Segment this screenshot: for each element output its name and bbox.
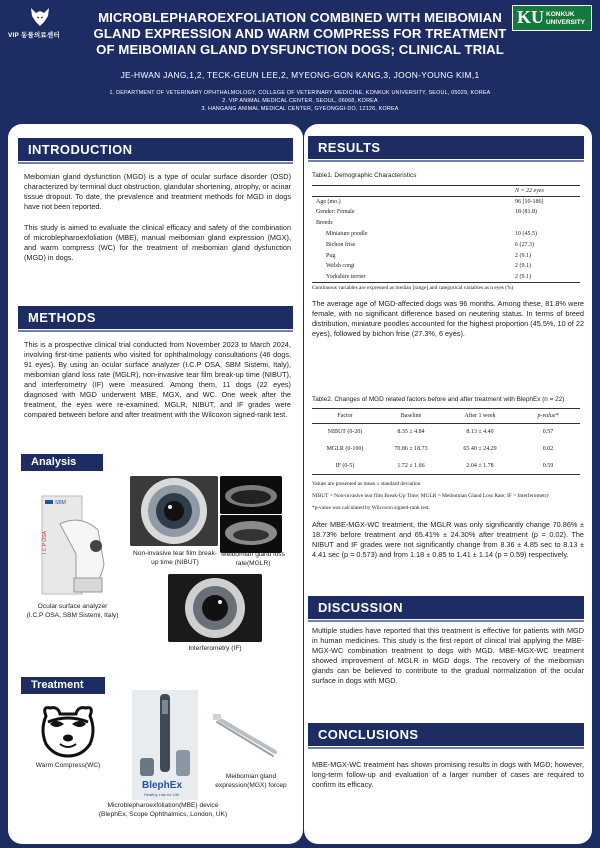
- conclusions-text: MBE-MGX-WC treatment has shown promising results in dogs with MGD; however, long-term follow-up and evaluation of a larger number of cases are required to confirm its efficacy.: [312, 760, 584, 789]
- poster-header: [0, 0, 600, 122]
- table-cell: 70.86 ± 18.73: [394, 446, 428, 452]
- results-heading: RESULTS: [308, 136, 584, 159]
- discussion-heading: DISCUSSION: [308, 596, 584, 619]
- konkuk-line2: UNIVERSITY: [546, 19, 586, 26]
- table-cell: [512, 218, 580, 229]
- warm-compress-image: [36, 702, 100, 758]
- table-row: [312, 458, 580, 475]
- table-row: [312, 441, 580, 458]
- table-cell: Miniature poodle: [326, 231, 368, 238]
- table-header-row: [312, 186, 580, 197]
- table-cell: 8.35 ± 4.84: [397, 429, 425, 436]
- konkuk-line1: KONKUK: [546, 11, 575, 18]
- mbe-caption: Microblepharoexfoliation(MBE) device (BlephEx, Scope Ophthalmics, London, UK): [98, 802, 228, 818]
- osa-brand: SBM: [55, 500, 66, 506]
- table-cell: 2 (9.1): [515, 274, 531, 281]
- treatment-heading: Treatment: [21, 677, 105, 694]
- table-header-cell: After 1 week: [464, 413, 496, 419]
- authors: JE-HWAN JANG,1,2, TECK-GEUN LEE,2, MYEONG-GON KANG,3, JOON-YOUNG KIM,1: [120, 70, 480, 80]
- table-row: [312, 424, 580, 441]
- mglr-image-2: [220, 515, 282, 553]
- konkuk-logo-text: [546, 11, 585, 27]
- ocular-surface-analyzer-image: [40, 494, 108, 596]
- table-header-cell: N = 22 eyes: [515, 187, 544, 194]
- table1-caption: Table1. Demographic Characteristics: [312, 172, 417, 179]
- meibography-icon: [220, 515, 282, 553]
- table-header-cell: [312, 186, 512, 197]
- blephex-device-image: [132, 690, 198, 800]
- introduction-heading: INTRODUCTION: [18, 138, 293, 161]
- table-cell: Age (mo.): [316, 198, 341, 205]
- affiliation: 1. DEPARTMENT OF VETERINARY OPHTHALMOLOGY, COLLEGE OF VETERINARY MEDICINE, KONKUK UNIVERSITY, SEOUL, 05029, KOREA: [109, 90, 491, 96]
- table-header-row: [312, 409, 580, 424]
- table-cell: 2 (9.1): [515, 252, 531, 259]
- table-row: [312, 250, 580, 261]
- table2-caption: Table2. Changes of MGD related factors before and after treatment with BlephEx (n = 22): [312, 396, 565, 403]
- meibography-icon: [220, 476, 282, 514]
- introduction-text: Meibomian gland dysfunction (MGD) is a type of ocular surface disorder (OSD) characterized by terminal duct obstruction, glandular shortening, atrophy, or acinar tissue dropout. To date, the prevalence and treatment methods for MGD in dogs have not been reported.: [24, 172, 291, 211]
- table-cell: 8.13 ± 4.40: [466, 429, 494, 436]
- mglr-caption: Meibomian gland loss rate(MGLR): [221, 551, 285, 567]
- discussion-text: Multiple studies have reported that this treatment is effective for patients with MGD in human medicines. This study is the first report of clinical trial applying the MBE-MGX-WC combination treatment to dogs with MGD. MBE-MGX-WC treatment showed improvement of MGLR in MGD dogs. The recovery of the meibomian glands can be believed to contribute to the gradual normalization of the ocular surface in dogs with MGD.: [312, 626, 584, 685]
- table2-note: NIBUT = Non-invasive tear film Break-Up Time; MGLR = Meibomian Gland Loss Rate; IF = Interferometry: [312, 493, 550, 499]
- table2-note: Values are presented as mean ± standard deviation: [312, 481, 421, 487]
- left-column: [8, 124, 303, 844]
- table-cell: 65.40 ± 24.29: [463, 446, 497, 452]
- table-header-cell: Factor: [337, 413, 353, 419]
- affiliation: 2. VIP ANIMAL MEDICAL CENTER, SEOUL, 06068, KOREA: [222, 98, 378, 104]
- konkuk-logo: [512, 5, 592, 31]
- vip-logo-text: VIP 동물의료센터: [8, 32, 60, 39]
- interferometry-image: [168, 574, 262, 642]
- results-text: The average age of MGD-affected dogs was 96 months. Among these, 81.8% were female, with no significant difference based on neutering status. In terms of breed distribution, miniature poodles accounted for the highest proportion (45.5%, 10 of 22 eyes), followed by bichon frise (27.3%, 6 eyes).: [312, 299, 584, 338]
- table-cell: Welsh corgi: [326, 263, 355, 270]
- warm-compress-caption: Warm Compress(WC): [35, 762, 101, 769]
- mgx-forcep-image: [211, 710, 281, 762]
- dog-face-icon: [36, 702, 100, 758]
- poster-title: [90, 10, 510, 58]
- methods-text: This is a prospective clinical trial conducted from November 2023 to March 2024, involving first-time patients who visited for ophthalmology consultations (46 dogs, 91 eyes). By using an ocular surface analyzer (I.C.P OSA, SBM Sistemi, Italy), meibomian gland loss rate (MGLR), non-invasive tear film break-up time (NIBUT), and interferometry (IF) were measured. Among them, 11 dogs (22 eyes) diagnosed with MGD underwent MBE, MGX, and WC. One week after the treatment, the eyes were re-examined. MGLR, NIBUT, and IF grades were compared between before and after treatment with the Wilcoxon signed-rank test.: [24, 340, 291, 419]
- title-line: OF MEIBOMIAN GLAND DYSFUNCTION DOGS; CLINICAL TRIAL: [96, 42, 504, 57]
- analysis-heading: Analysis: [21, 454, 103, 471]
- table-header-cell: Baseline: [400, 413, 422, 419]
- vip-logo: [8, 6, 80, 42]
- blephex-tagline: Healthy Lids for Life: [144, 792, 180, 797]
- table-cell: 2.04 ± 1.78: [466, 462, 494, 469]
- table2-notes: [312, 480, 588, 512]
- methods-heading: METHODS: [18, 306, 293, 329]
- table-cell: Breeds: [316, 220, 333, 227]
- table-row: [312, 218, 580, 229]
- table-cell: MGLR (0-100): [326, 446, 364, 452]
- title-line: MICROBLEPHAROEXFOLIATION COMBINED WITH MEIBOMIAN: [98, 10, 502, 25]
- table-cell: 6 (27.3): [515, 241, 534, 248]
- right-column: [304, 124, 592, 844]
- table-row: [312, 272, 580, 283]
- analyzer-device-icon: [40, 494, 108, 596]
- introduction-text: This study is aimed to evaluate the clinical efficacy and safety of the combination of microblepharoexfoliation (MBE), manual meibomian gland expression (MGX), and warm compress (WC) for the treatment of meibomian gland dysfunction (MGD) in dogs.: [24, 223, 291, 262]
- nibut-image: [130, 476, 218, 546]
- table-cell: 18 (81.8): [515, 209, 537, 216]
- table-row: [312, 261, 580, 272]
- table-cell: 0.57: [542, 429, 554, 436]
- interferometry-eye-icon: [168, 574, 262, 642]
- mglr-image-1: [220, 476, 282, 514]
- interferometry-caption: Interferometry (IF): [188, 645, 242, 652]
- table-cell: IF (0-5): [335, 462, 355, 469]
- nibut-caption: Non-invasive tear film break- up time (NIBUT): [133, 550, 217, 566]
- title-line: GLAND EXPRESSION AND WARM COMPRESS FOR TREATMENT: [93, 26, 507, 41]
- conclusions-heading: CONCLUSIONS: [308, 723, 584, 746]
- table-cell: 10 (45.5): [515, 231, 537, 238]
- konkuk-logo-mark: KU: [517, 7, 544, 27]
- table1-note: Continuous variables are expressed as median [range] and categorical variables as n eyes (%): [312, 285, 514, 291]
- osa-side-label: I.C.P OSA: [42, 531, 48, 554]
- table-cell: Pug: [326, 252, 336, 259]
- table-cell: 0.02: [542, 446, 554, 452]
- blephex-logo: BlephEx: [142, 780, 183, 791]
- table-cell: NIBUT (0-20): [327, 429, 363, 436]
- table-cell: 0.59: [542, 462, 554, 469]
- wolf-emblem-icon: [28, 6, 52, 28]
- table2-note: *p-value was calculated by Wilcoxon signed-rank test.: [312, 505, 430, 511]
- table-cell: 1.72 ± 1.66: [397, 462, 425, 469]
- demographics-table: [312, 185, 580, 283]
- table-header-cell: p-value*: [537, 413, 559, 419]
- table-cell: Gender: Female: [316, 209, 355, 216]
- forcep-icon: [211, 710, 281, 762]
- table-row: [312, 229, 580, 240]
- affiliation: 3. HANGANG ANIMAL MEDICAL CENTER, GYEONGGI-DO, 12126, KOREA: [201, 106, 399, 112]
- affiliations: [0, 89, 600, 113]
- table-row: [312, 239, 580, 250]
- table-row: [312, 207, 580, 218]
- analyzer-caption: Ocular surface analyzer (I.C.P OSA, SBM Sistemi, Italy): [26, 603, 119, 619]
- eye-placido-icon: [130, 476, 218, 546]
- table-cell: 96 [10-186]: [515, 198, 544, 205]
- table-cell: Yorkshire terrier: [326, 274, 366, 281]
- blephex-device-icon: [132, 690, 198, 800]
- table-row: [312, 196, 580, 207]
- outcomes-table: [312, 408, 580, 475]
- mgx-caption: Meibomian gland expression(MGX) forcep: [215, 773, 287, 789]
- results-text: After MBE-MGX-WC treatment, the MGLR was only significantly change 70.86% ± 18.73% before treatment and 65.41% ± 24.30% after treatment (p = 0.02). The NIBUT and IF grades were not significantly change from 8.36 ± 4.85 sec to 8.13 ± 4.41 sec (p = 0.573) and from 1.18 ± 0.85 to 1.41 ± 1.14 (p = 0.59) respectively.: [312, 520, 584, 559]
- table-cell: Bichon frise: [326, 241, 356, 248]
- table-cell: 2 (9.1): [515, 263, 531, 270]
